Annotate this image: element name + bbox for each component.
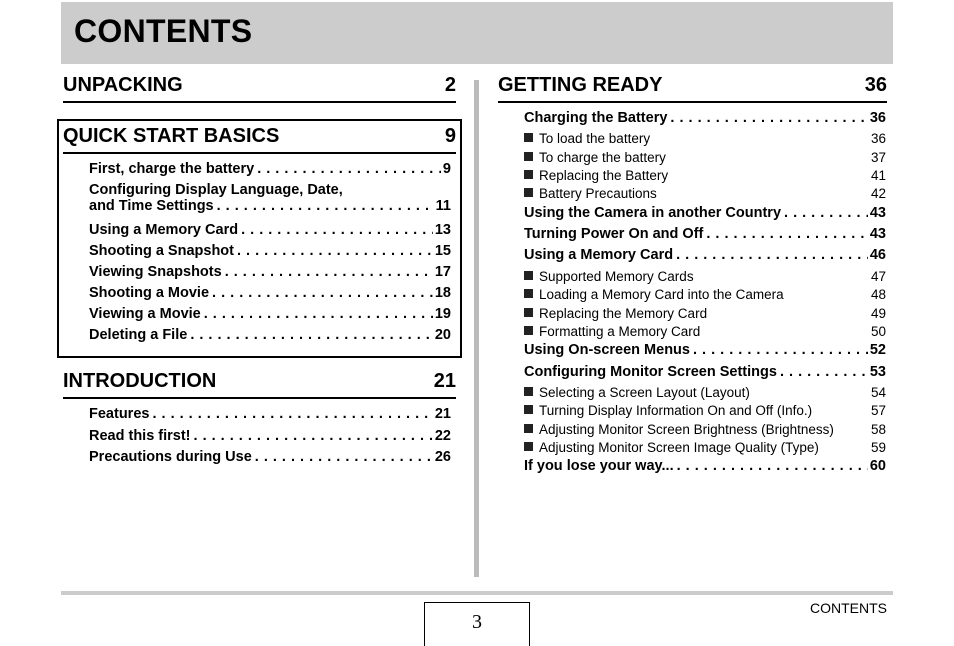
toc-subentry-page: 49 (870, 305, 886, 321)
toc-entry-label: Shooting a Movie (89, 285, 210, 301)
toc-entry-page: 11 (435, 198, 451, 214)
leader-dots (677, 458, 868, 474)
toc-entry-page: 52 (869, 342, 886, 359)
toc-entry-page: 22 (434, 427, 451, 444)
toc-subentry-label: Loading a Memory Card into the Camera (539, 287, 784, 303)
toc-entry[interactable] (524, 364, 886, 385)
toc-entry-row (524, 110, 886, 126)
toc-entry-page: 36 (869, 110, 886, 126)
toc-entry-label: Turning Power On and Off (524, 226, 704, 243)
toc-entry-label-line1: Configuring Display Language, Date, (89, 182, 343, 198)
toc-entry-label: Viewing a Movie (89, 306, 201, 322)
section-page: 9 (444, 125, 456, 147)
toc-subentry-page: 47 (870, 268, 886, 284)
toc-entry-row (524, 247, 886, 263)
toc-entry[interactable] (524, 247, 886, 268)
toc-entry[interactable] (89, 161, 451, 182)
toc-entry-page: 43 (869, 226, 886, 243)
toc-entry-label: Viewing Snapshots (89, 264, 222, 280)
bullet-square-icon (524, 188, 533, 197)
bullet-square-icon (524, 424, 533, 433)
toc-entry-row (89, 161, 451, 177)
toc-entry-label: Using On-screen Menus (524, 342, 690, 359)
section-quick-start[interactable] (63, 125, 456, 154)
toc-entry-label: Using a Memory Card (89, 222, 239, 238)
toc-entry-page: 43 (869, 204, 886, 221)
leader-dots (212, 285, 433, 301)
section-page: 36 (864, 74, 887, 96)
toc-quick-start (89, 161, 451, 348)
bullet-square-icon (524, 289, 533, 298)
toc-entry-label: Features (89, 406, 150, 422)
page-number: 3 (424, 602, 530, 646)
toc-subentry-label: Selecting a Screen Layout (Layout) (539, 384, 750, 400)
toc-entry-row (524, 342, 886, 358)
toc-entry-label: Precautions during Use (89, 449, 252, 465)
footer-rule (61, 591, 893, 595)
toc-getting-ready (524, 110, 886, 480)
toc-entry[interactable] (89, 306, 451, 327)
toc-subentry-label: Replacing the Memory Card (539, 305, 708, 321)
toc-entry-page: 60 (869, 458, 886, 475)
bullet-square-icon (524, 442, 533, 451)
toc-subentry[interactable] (524, 385, 886, 403)
toc-entry-label: First, charge the battery (89, 161, 255, 177)
toc-entry-label: Configuring Monitor Screen Settings (524, 363, 777, 380)
toc-entry-label: Using a Memory Card (524, 247, 674, 264)
leader-dots (780, 364, 868, 380)
toc-entry-page: 18 (434, 285, 451, 301)
leader-dots (225, 264, 433, 280)
bullet-square-icon (524, 133, 533, 142)
toc-subentry[interactable] (524, 269, 886, 287)
toc-subentry[interactable] (524, 306, 886, 324)
toc-entry[interactable] (89, 222, 451, 243)
bullet-square-icon (524, 405, 533, 414)
bullet-square-icon (524, 387, 533, 396)
section-unpacking[interactable] (63, 74, 456, 103)
toc-subentry-label: Formatting a Memory Card (539, 323, 701, 339)
leader-dots (152, 406, 432, 422)
leader-dots (257, 161, 441, 177)
toc-entry[interactable] (89, 428, 451, 450)
toc-entry[interactable] (89, 285, 451, 306)
toc-entry-row (524, 226, 886, 242)
toc-subentry-label: To load the battery (539, 131, 651, 147)
toc-subentry[interactable] (524, 403, 886, 421)
toc-subentry-label: To charge the battery (539, 149, 666, 165)
section-title: UNPACKING (63, 74, 183, 96)
toc-subentry-label: Adjusting Monitor Screen Brightness (Brightness) (539, 421, 834, 437)
toc-entry-label: Using the Camera in another Country (524, 204, 782, 221)
section-page: 2 (444, 74, 456, 96)
leader-dots (676, 247, 868, 263)
leader-dots (255, 449, 433, 465)
toc-entry-row (89, 306, 451, 322)
toc-entry[interactable] (89, 449, 451, 471)
toc-subentry-label: Supported Memory Cards (539, 268, 694, 284)
toc-subentry-page: 50 (870, 323, 886, 339)
toc-entry-page: 53 (869, 363, 886, 380)
toc-entry-row (89, 428, 451, 444)
toc-entry[interactable] (89, 264, 451, 285)
toc-entry[interactable] (524, 226, 886, 247)
bullet-square-icon (524, 170, 533, 179)
toc-entry-row (89, 449, 451, 465)
toc-entry-page: 21 (434, 406, 451, 422)
leader-dots (194, 428, 433, 444)
toc-subentry[interactable] (524, 324, 886, 342)
leader-dots (237, 243, 433, 259)
toc-entry-label: Deleting a File (89, 327, 188, 343)
leader-dots (190, 327, 433, 343)
toc-entry[interactable] (89, 243, 451, 264)
toc-entry-label: If you lose your way... (524, 458, 674, 475)
toc-subentry-page: 54 (870, 384, 886, 400)
toc-entry-label: Read this first! (89, 427, 191, 444)
toc-entry[interactable] (524, 342, 886, 363)
toc-entry-row (89, 198, 451, 214)
toc-subentry-page: 57 (870, 403, 886, 419)
toc-subentry-page: 37 (870, 149, 886, 165)
toc-entry-label: and Time Settings (89, 198, 214, 214)
toc-entry-page: 46 (869, 247, 886, 264)
leader-dots (706, 226, 867, 242)
toc-subentry[interactable] (524, 131, 886, 149)
toc-entry-page: 20 (434, 327, 451, 343)
leader-dots (204, 306, 433, 322)
toc-entry-row (524, 364, 886, 380)
section-title: QUICK START BASICS (63, 125, 280, 147)
toc-subentry[interactable] (524, 186, 886, 204)
section-getting-ready[interactable] (498, 74, 887, 103)
page-title: CONTENTS (74, 13, 253, 49)
toc-entry-page: 19 (434, 306, 451, 322)
toc-subentry[interactable] (524, 287, 886, 305)
toc-entry-row (89, 222, 451, 238)
toc-entry-page: 9 (442, 161, 451, 177)
section-title: GETTING READY (498, 74, 663, 96)
leader-dots (670, 110, 867, 126)
toc-entry[interactable] (89, 327, 451, 348)
toc-subentry[interactable] (524, 168, 886, 186)
toc-entry[interactable] (524, 110, 886, 131)
footer-section-label: CONTENTS (810, 600, 887, 616)
toc-subentry-label: Battery Precautions (539, 186, 657, 202)
toc-entry-page: 15 (434, 243, 451, 259)
toc-entry-row (524, 458, 886, 474)
toc-entry-page: 17 (434, 264, 451, 280)
toc-subentry[interactable] (524, 422, 886, 440)
leader-dots (217, 198, 434, 214)
column-divider (474, 80, 479, 577)
toc-introduction (89, 406, 451, 471)
toc-entry-row (89, 285, 451, 301)
leader-dots (241, 222, 433, 238)
toc-entry-row (89, 264, 451, 280)
toc-subentry-label: Adjusting Monitor Screen Image Quality (Type) (539, 440, 819, 456)
toc-subentry-label: Turning Display Information On and Off (Info.) (539, 403, 813, 419)
section-page: 21 (433, 370, 456, 392)
toc-entry-label: Charging the Battery (524, 110, 668, 126)
toc-subentry[interactable] (524, 440, 886, 458)
toc-entry-label: Shooting a Snapshot (89, 243, 234, 259)
section-title: INTRODUCTION (63, 370, 217, 392)
bullet-square-icon (524, 271, 533, 280)
toc-entry-row (89, 406, 451, 422)
toc-entry-row (89, 327, 451, 343)
bullet-square-icon (524, 326, 533, 335)
toc-subentry-page: 41 (870, 168, 886, 184)
toc-entry[interactable] (524, 205, 886, 226)
toc-subentry-page: 58 (870, 421, 886, 437)
toc-subentry-page: 59 (870, 440, 886, 456)
toc-entry[interactable] (524, 458, 886, 479)
section-introduction[interactable] (63, 370, 456, 399)
bullet-square-icon (524, 152, 533, 161)
toc-entry-page: 26 (434, 449, 451, 465)
toc-subentry-page: 36 (870, 131, 886, 147)
leader-dots (693, 342, 868, 358)
toc-entry-page: 13 (434, 222, 451, 238)
toc-subentry-page: 42 (870, 186, 886, 202)
toc-subentry-label: Replacing the Battery (539, 168, 669, 184)
toc-entry[interactable] (89, 406, 451, 428)
toc-subentry-page: 48 (870, 287, 886, 303)
toc-entry-row (89, 243, 451, 259)
toc-entry[interactable] (89, 182, 451, 222)
leader-dots (784, 205, 868, 221)
bullet-square-icon (524, 308, 533, 317)
toc-entry-row (524, 205, 886, 221)
toc-subentry[interactable] (524, 150, 886, 168)
